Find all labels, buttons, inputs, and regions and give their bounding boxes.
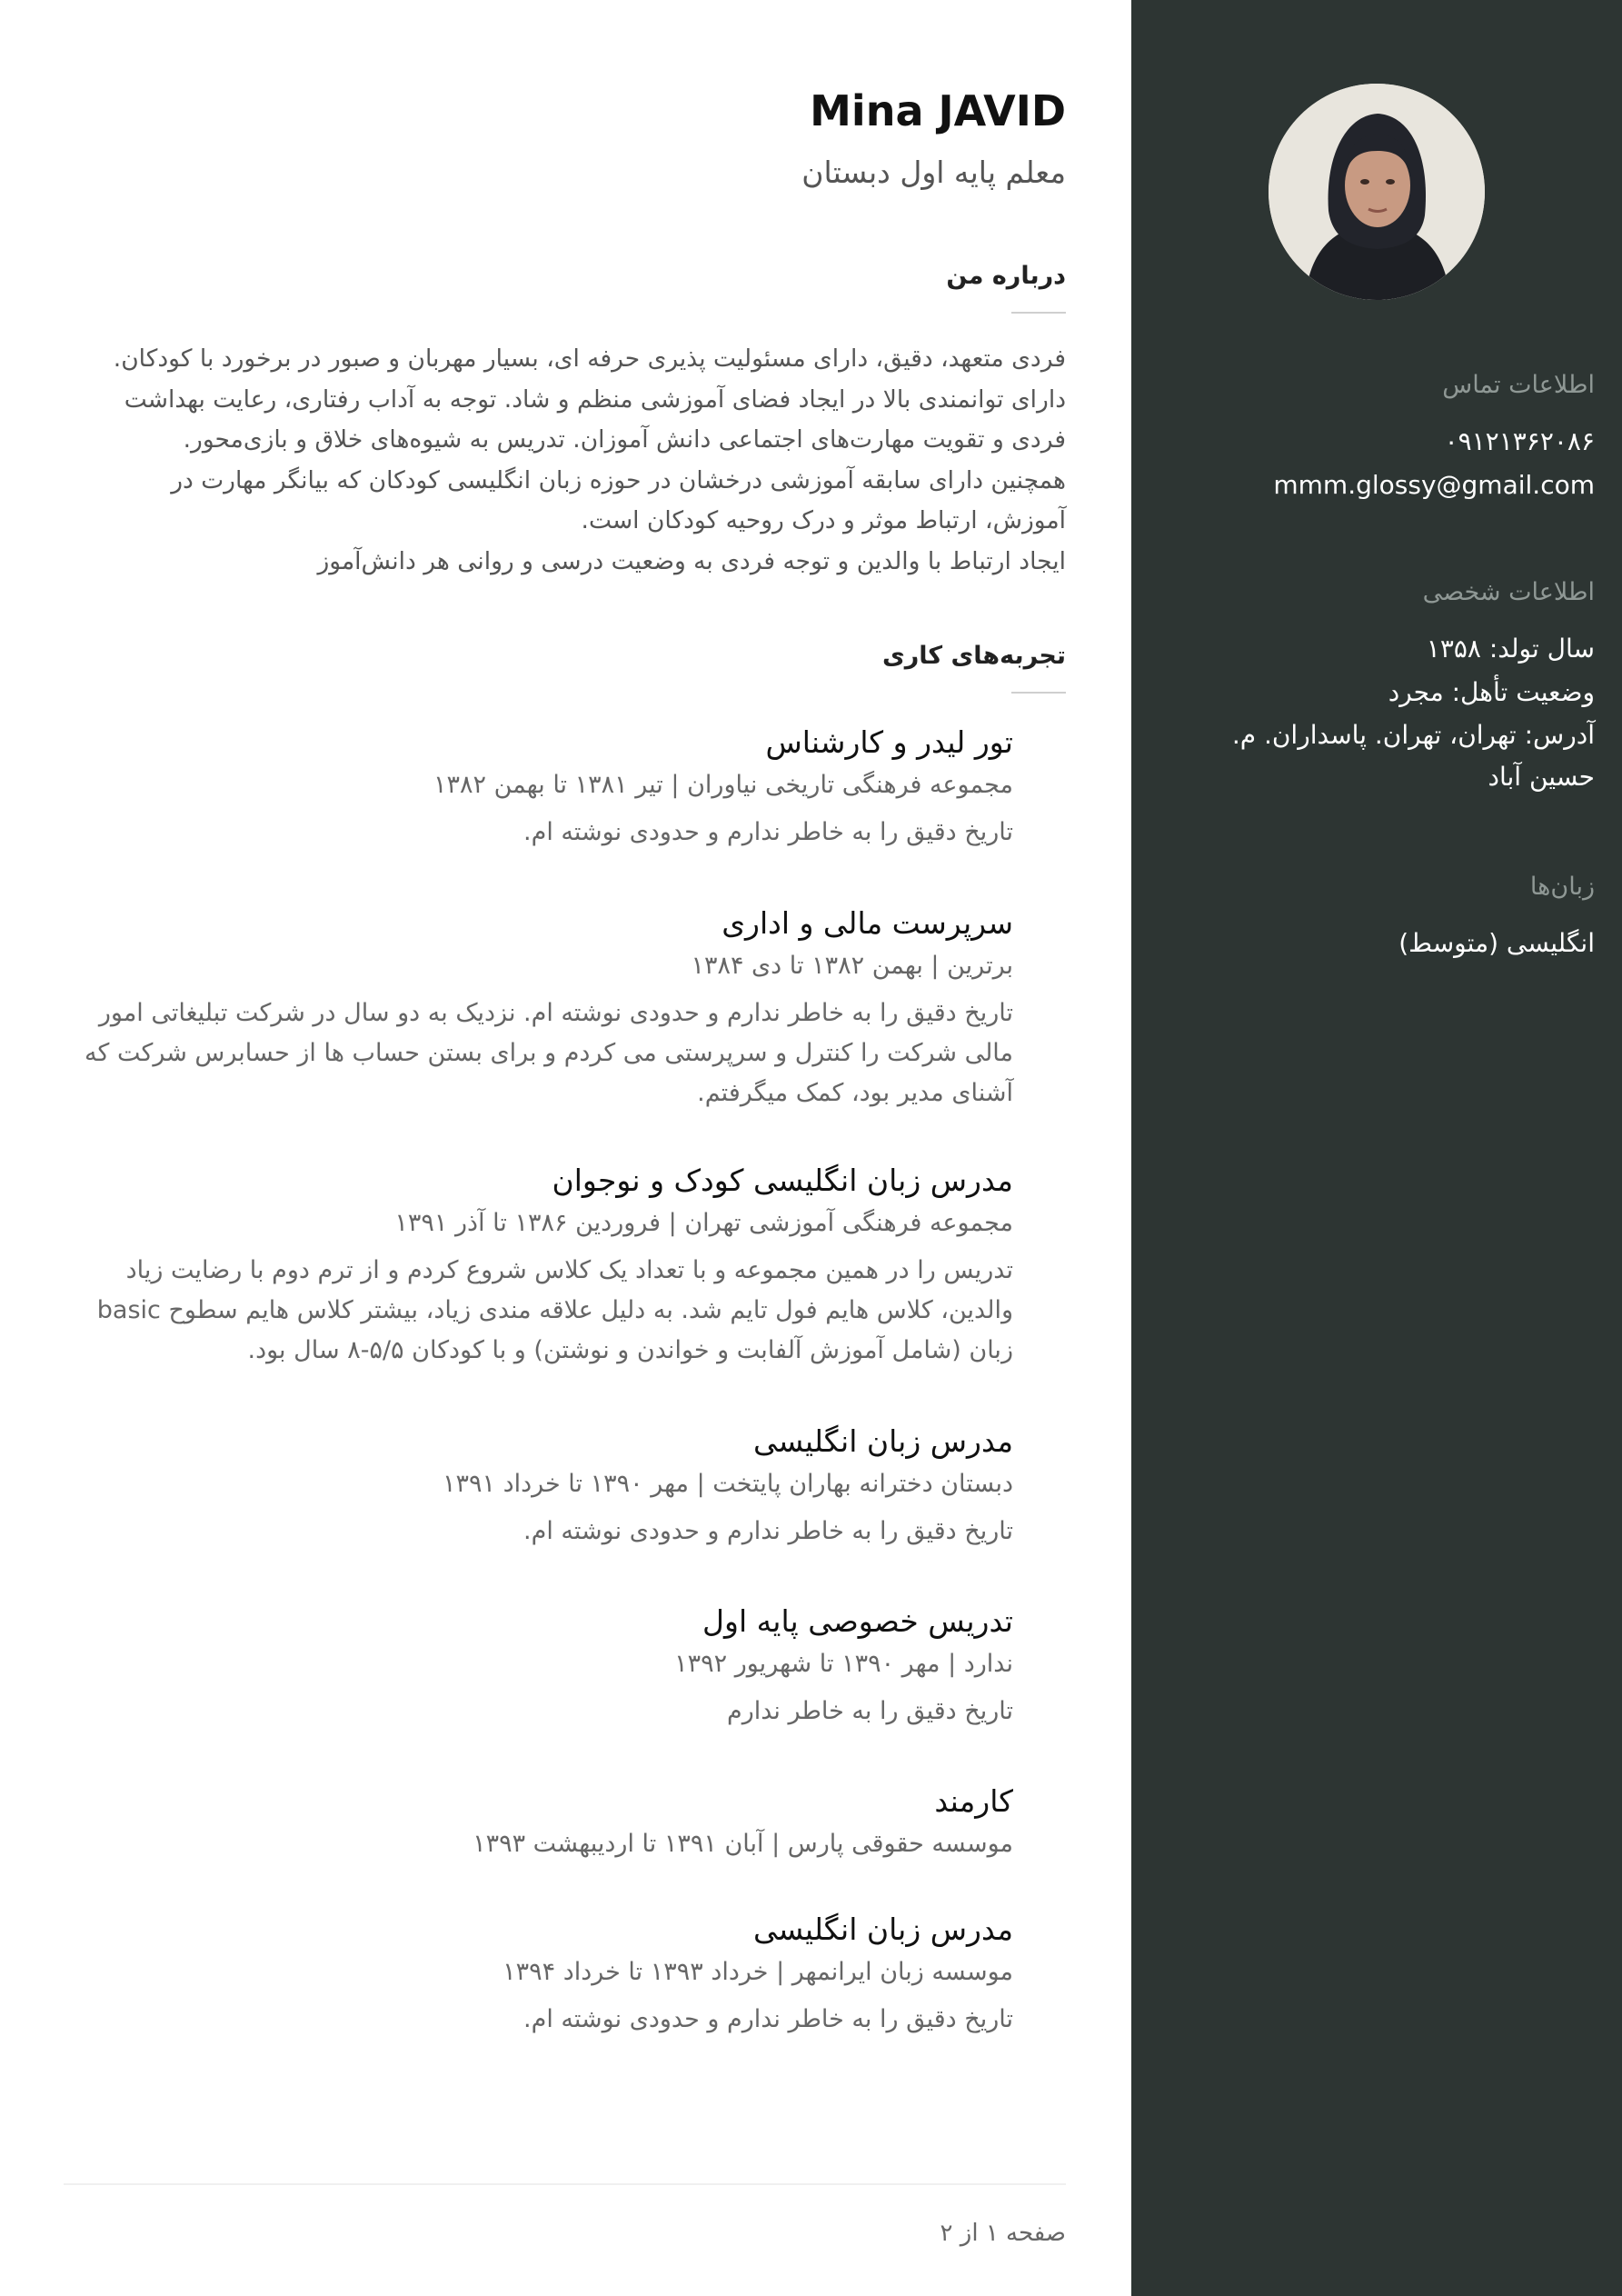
job-description: تاریخ دقیق را به خاطر ندارم و حدودی نوشته ام. نزدیک به دو سال در شرکت تبلیغاتی امور مالی شرکت را کنترل و سرپرستی می کردم و برای بستن حساب ها از حسابرس شرکت که آشنای مدیر بود، کمک میگرفتم. [85,999,1013,1107]
job-entry [64,720,1013,853]
job-entry [64,1419,1013,1552]
job-meta: مجموعه فرهنگی تاریخی نیاوران | تیر ۱۳۸۱ تا بهمن ۱۳۸۲ [433,771,1013,799]
about-line: فردی متعهد، دقیق، دارای مسئولیت پذیری حرفه ای، بسیار مهربان و صبور در برخورد با کودکان. [113,344,1066,373]
job-meta: برترین | بهمن ۱۳۸۲ تا دی ۱۳۸۴ [691,952,1013,980]
job-title: مدرس زبان انگلیسی [752,1912,1013,1947]
phone-number[interactable]: ۰۹۱۲۱۳۶۲۰۸۶ [1444,426,1595,456]
sidebar [1131,0,1622,2296]
job-meta: ندارد | مهر ۱۳۹۰ تا شهریور ۱۳۹۲ [674,1650,1013,1678]
email-address[interactable]: mmm.glossy@gmail.com [1273,470,1595,500]
job-entry [64,1158,1013,1371]
job-title: کارمند [934,1783,1013,1819]
job-entry [64,901,1013,1113]
job-title: تور لیدر و کارشناس [765,724,1013,760]
about-line: آموزش، ارتباط موثر و درک روحیه کودکان است. [581,506,1066,534]
section-divider [1011,692,1066,694]
job-meta: دبستان دخترانه بهاران پایتخت | مهر ۱۳۹۰ تا خرداد ۱۳۹۱ [442,1470,1013,1498]
job-description: تدریس را در همین مجموعه و با تعداد یک کلاس شروع کردم و از ترم دوم با رضایت زیاد والدین، کلاس هایم فول تایم شد. به دلیل علاقه مندی زیاد، بیشتر کلاس هایم سطوح basic زبان (شامل آموزش آلفابت و خواندن و نوشتن) و با کودکان ۵/۵-۸ سال بود. [96,1256,1013,1364]
job-entry [64,1599,1013,1732]
birth-year: سال تولد: ۱۳۵۸ [1426,634,1595,664]
experience-title: تجربه‌های کاری [881,642,1066,670]
about-line: دارای توانمندی بالا در ایجاد فضای آموزشی منظم و شاد. توجه به آداب رفتاری، رعایت بهداشت [124,384,1066,414]
languages-title: زبان‌ها [1529,873,1595,901]
job-meta: مجموعه فرهنگی آموزشی تهران | فروردین ۱۳۸۶ تا آذر ۱۳۹۱ [394,1209,1013,1237]
languages-section [1159,869,1595,965]
profile-photo [1269,84,1485,300]
job-description: تاریخ دقیق را به خاطر ندارم و حدودی نوشته ام. [523,1517,1013,1545]
page-number: صفحه ۱ از ۲ [940,2220,1066,2247]
about-line: ایجاد ارتباط با والدین و توجه فردی به وضعیت درسی و روانی هر دانش‌آموز [317,546,1066,575]
language-item: انگلیسی (متوسط) [1398,928,1595,958]
job-description: تاریخ دقیق را به خاطر ندارم و حدودی نوشته ام. [523,818,1013,846]
job-role: معلم پایه اول دبستان [801,155,1066,190]
job-meta: موسسه حقوقی پارس | آبان ۱۳۹۱ تا اردیبهشت ۱۳۹۳ [473,1830,1013,1858]
job-entry [64,1907,1013,2040]
contact-section [1159,367,1595,507]
job-entry [64,1779,1013,1864]
job-title: مدرس زبان انگلیسی کودک و نوجوان [552,1163,1013,1198]
address: آدرس: تهران، تهران. پاسداران. م. حسین آباد [1231,720,1595,792]
personal-section [1159,574,1595,798]
section-divider [1011,312,1066,314]
contact-title: اطلاعات تماس [1442,371,1595,399]
job-title: مدرس زبان انگلیسی [752,1423,1013,1459]
about-title: درباره من [946,262,1066,290]
about-text [64,339,1066,582]
main-content [64,0,1066,2296]
footer-divider [64,2183,1066,2185]
job-meta: موسسه زبان ایرانمهر | خرداد ۱۳۹۳ تا خرداد ۱۳۹۴ [503,1958,1013,1986]
about-line: فردی و تقویت مهارت‌های اجتماعی دانش آموزان. تدریس به شیوه‌های خلاق و بازی‌محور. [183,425,1066,454]
personal-title: اطلاعات شخصی [1422,578,1595,606]
job-description: تاریخ دقیق را به خاطر ندارم و حدودی نوشته ام. [523,2005,1013,2033]
job-title: تدریس خصوصی پایه اول [702,1603,1013,1639]
avatar [1269,84,1485,300]
person-name: Mina JAVID [810,86,1066,135]
marital-status: وضعیت تأهل: مجرد [1388,677,1595,707]
about-line: همچنین دارای سابقه آموزشی درخشان در حوزه زبان انگلیسی کودکان که بیانگر مهارت در [171,465,1066,494]
job-description: تاریخ دقیق را به خاطر ندارم [726,1697,1013,1725]
job-title: سرپرست مالی و اداری [721,905,1013,941]
